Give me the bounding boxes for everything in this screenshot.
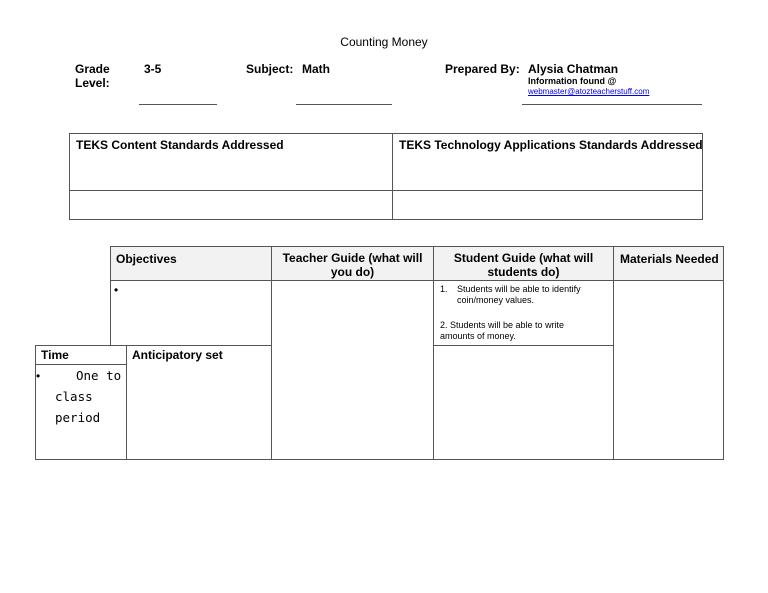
prepared-by-value: Alysia Chatman [528,62,619,76]
teks-content-header: TEKS Content Standards Addressed [76,138,284,152]
objectives-header: Objectives [116,252,177,266]
anticipatory-cell[interactable] [126,345,272,460]
time-line-1: One to [76,368,122,383]
subject-underline [296,104,392,105]
teks-content-cell[interactable] [69,190,393,220]
time-cell[interactable] [35,364,127,460]
document-title: Counting Money [340,35,428,49]
prepared-underline [522,104,702,105]
teacher-guide-header-cell [271,246,434,281]
time-line-2: class [55,389,93,404]
time-header-cell [35,345,127,365]
subject-label: Subject: [246,62,294,76]
objectives-header-cell [110,246,272,281]
student-guide-cell[interactable] [433,280,614,346]
subject-value: Math [302,62,330,76]
time-bullet: • [36,369,41,383]
teks-content-header-cell [69,133,393,191]
info-email-link[interactable]: webmaster@atozteacherstuff.com [528,87,650,96]
anticipatory-header: Anticipatory set [132,348,223,362]
student-guide-lower-cell[interactable] [433,345,614,460]
student-item-1-number: 1. [440,284,448,294]
teacher-guide-header: Teacher Guide (what will you do) [282,251,423,279]
student-guide-header-cell [433,246,614,281]
prepared-by-label: Prepared By: [445,62,520,76]
grade-value: 3-5 [144,62,162,76]
objective-bullet: • [114,283,119,297]
student-item-2: 2. Students will be able to write amounts of money. [440,320,565,341]
grade-label: Grade Level: [75,62,110,90]
info-found-label: Information found @ [528,76,617,86]
teacher-guide-cell[interactable] [271,280,434,460]
materials-header-cell [613,246,724,281]
student-item-1: Students will be able to identify coin/money values. [457,284,581,305]
objectives-cell[interactable] [110,280,272,346]
grade-underline [139,104,217,105]
teks-tech-header-cell [392,133,703,191]
materials-cell[interactable] [613,280,724,460]
teks-tech-cell[interactable] [392,190,703,220]
teks-tech-header: TEKS Technology Applications Standards Addressed [399,138,703,152]
time-line-3: period [55,410,101,425]
materials-header: Materials Needed [620,252,719,266]
student-guide-header: Student Guide (what will students do) [453,251,594,279]
time-header: Time [41,348,69,362]
